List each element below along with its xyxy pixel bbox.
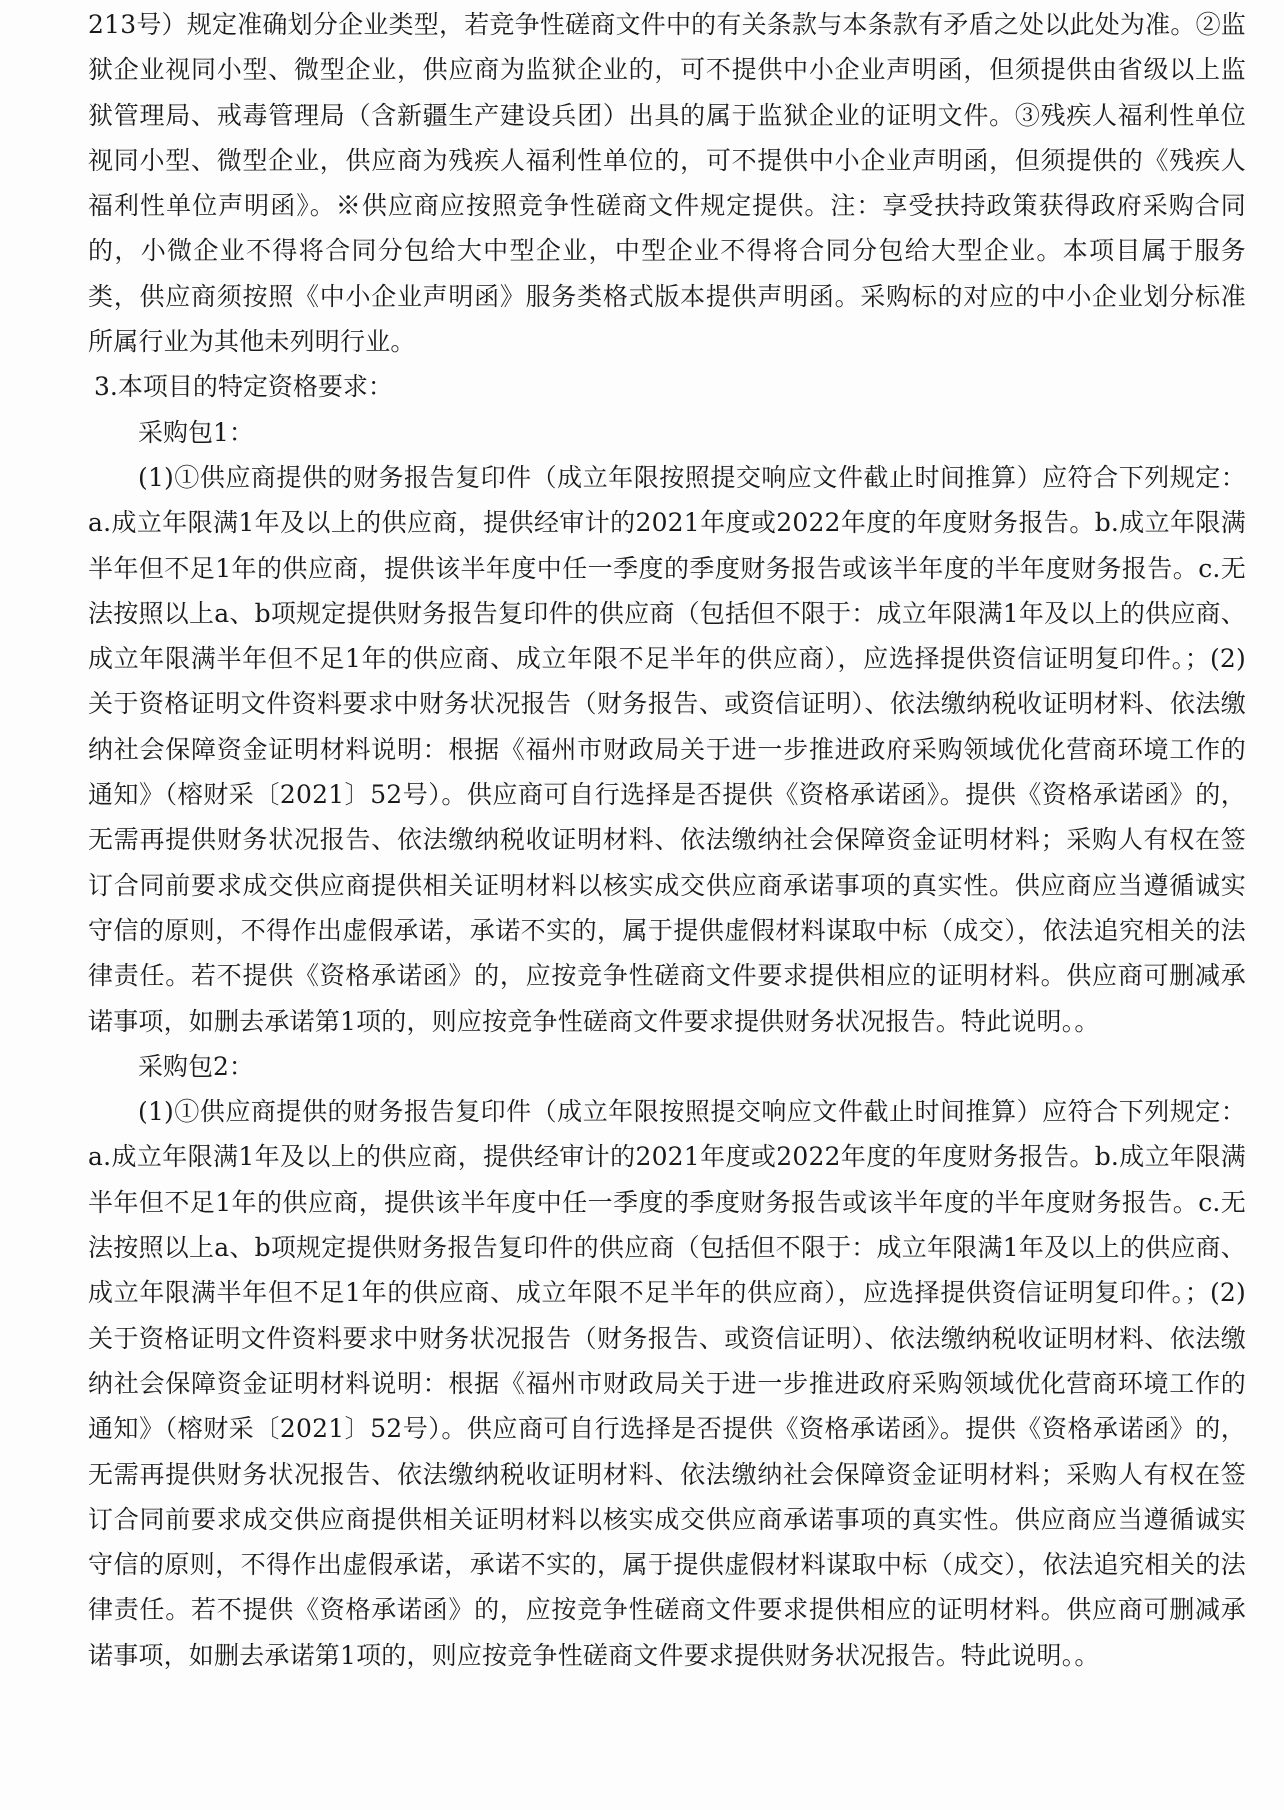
intro-paragraph: 213号）规定准确划分企业类型，若竞争性磋商文件中的有关条款与本条款有矛盾之处以此处为准。②监狱企业视同小型、微型企业，供应商为监狱企业的，可不提供中小企业声明函，但须提供由省级以上监狱管理局、戒毒管理局（含新疆生产建设兵团）出具的属于监狱企业的证明文件。③残疾人福利性单位视同小型、微型企业，供应商为残疾人福利性单位的，可不提供中小企业声明函，但须提供的《残疾人福利性单位声明函》。※供应商应按照竞争性磋商文件规定提供。注：享受扶持政策获得政府采购合同的，小微企业不得将合同分包给大中型企业，中型企业不得将合同分包给大型企业。本项目属于服务类，供应商须按照《中小企业声明函》服务类格式版本提供声明函。采购标的对应的中小企业划分标准所属行业为其他未列明行业。 <box>88 10 1246 357</box>
package-2-label: 采购包2： <box>138 1051 254 1081</box>
package-2-content: (1)①供应商提供的财务报告复印件（成立年限按照提交响应文件截止时间推算）应符合下列规定：a.成立年限满1年及以上的供应商，提供经审计的2021年度或2022年度的年度财务报告。b.成立年限满半年但不足1年的供应商，提供该半年度中任一季度的季度财务报告或该半年度的半年度财务报告。c.无法按照以上a、b项规定提供财务报告复印件的供应商（包括但不限于：成立年限满1年及以上的供应商、成立年限满半年但不足1年的供应商、成立年限不足半年的供应商），应选择提供资信证明复印件。；(2)关于资格证明文件资料要求中财务状况报告（财务报告、或资信证明）、依法缴纳税收证明材料、依法缴纳社会保障资金证明材料说明：根据《福州市财政局关于进一步推进政府采购领域优化营商环境工作的通知》（榕财采〔2021〕52号）。供应商可自行选择是否提供《资格承诺函》。提供《资格承诺函》的，无需再提供财务状况报告、依法缴纳税收证明材料、依法缴纳社会保障资金证明材料；采购人有权在签订合同前要求成交供应商提供相关证明材料以核实成交供应商承诺事项的真实性。供应商应当遵循诚实守信的原则，不得作出虚假承诺，承诺不实的，属于提供虚假材料谋取中标（成交），依法追究相关的法律责任。若不提供《资格承诺函》的，应按竞争性磋商文件要求提供相应的证明材料。供应商可删减承诺事项，如删去承诺第1项的，则应按竞争性磋商文件要求提供财务状况报告。特此说明。。 <box>88 1097 1246 1670</box>
package-1-content: (1)①供应商提供的财务报告复印件（成立年限按照提交响应文件截止时间推算）应符合下列规定：a.成立年限满1年及以上的供应商，提供经审计的2021年度或2022年度的年度财务报告。b.成立年限满半年但不足1年的供应商，提供该半年度中任一季度的季度财务报告或该半年度的半年度财务报告。c.无法按照以上a、b项规定提供财务报告复印件的供应商（包括但不限于：成立年限满1年及以上的供应商、成立年限满半年但不足1年的供应商、成立年限不足半年的供应商），应选择提供资信证明复印件。；(2)关于资格证明文件资料要求中财务状况报告（财务报告、或资信证明）、依法缴纳税收证明材料、依法缴纳社会保障资金证明材料说明：根据《福州市财政局关于进一步推进政府采购领域优化营商环境工作的通知》（榕财采〔2021〕52号）。供应商可自行选择是否提供《资格承诺函》。提供《资格承诺函》的，无需再提供财务状况报告、依法缴纳税收证明材料、依法缴纳社会保障资金证明材料；采购人有权在签订合同前要求成交供应商提供相关证明材料以核实成交供应商承诺事项的真实性。供应商应当遵循诚实守信的原则，不得作出虚假承诺，承诺不实的，属于提供虚假材料谋取中标（成交），依法追究相关的法律责任。若不提供《资格承诺函》的，应按竞争性磋商文件要求提供相应的证明材料。供应商可删减承诺事项，如删去承诺第1项的，则应按竞争性磋商文件要求提供财务状况报告。特此说明。。 <box>88 462 1246 1036</box>
package-1-label: 采购包1： <box>138 417 254 447</box>
section-heading: 3.本项目的特定资格要求： <box>94 372 393 402</box>
document-body <box>88 2 1246 1678</box>
